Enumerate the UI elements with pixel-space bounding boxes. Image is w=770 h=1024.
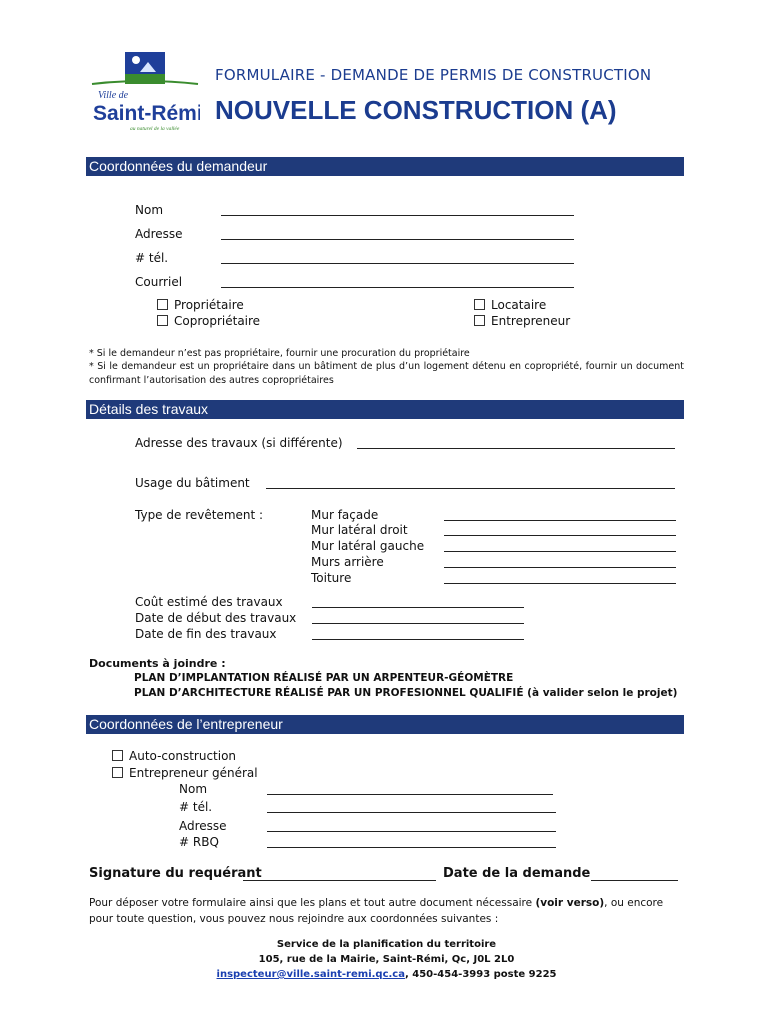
field-label-usage: Usage du bâtiment [135,476,250,490]
checkbox-coproprietaire[interactable] [157,314,260,328]
field-line-debut[interactable] [312,623,524,624]
document-architecture: PLAN D’ARCHITECTURE RÉALISÉ PAR UN PROFESIONNEL QUALIFIÉ (à valider selon le projet) [134,687,678,699]
checkbox-icon[interactable] [112,750,123,761]
field-line-toiture[interactable] [444,583,676,584]
field-line-ent-rbq[interactable] [267,847,556,848]
checkbox-label: Entrepreneur général [129,766,258,780]
checkbox-label: Copropriétaire [174,314,261,328]
field-label-ent-rbq: # RBQ [179,835,219,849]
form-subtitle: NOUVELLE CONSTRUCTION (A) [215,95,617,125]
date-line[interactable] [591,880,678,881]
field-line-facade[interactable] [444,520,676,521]
note-procuration: * Si le demandeur n’est pas propriétaire, fournir une procuration du propriétaire [89,348,470,359]
checkbox-label: Propriétaire [174,298,244,312]
wall-label-droit: Mur latéral droit [311,523,408,537]
field-label-debut: Date de début des travaux [135,611,297,625]
checkbox-label: Entrepreneur [491,314,571,328]
field-line-usage[interactable] [266,488,675,489]
field-line-tel[interactable] [221,263,574,264]
field-line-adresse[interactable] [221,239,574,240]
field-label-ent-nom: Nom [179,782,208,796]
checkbox-autoconstruction[interactable] [112,749,236,763]
checkbox-label: Auto-construction [129,749,237,763]
footer-intro-text: Pour déposer votre formulaire ainsi que les plans et tout autre document nécessaire [89,897,536,909]
footer-intro-text-end: , ou encore pour toute question, vous pouvez nous rejoindre aux coordonnées suivantes : [89,897,664,925]
saint-remi-logo [90,50,200,135]
checkbox-entrepreneur-general[interactable] [112,766,258,780]
section-contractor-header: Coordonnées de l’entrepreneur [86,715,684,734]
checkbox-entrepreneur[interactable] [474,314,570,328]
signature-line[interactable] [243,880,436,881]
footer-contact [89,969,684,980]
field-label-nom: Nom [135,203,164,217]
wall-label-toiture: Toiture [311,571,352,585]
checkbox-icon[interactable] [474,299,485,310]
svg-text:au naturel de la vallée: au naturel de la vallée [130,126,180,132]
field-label-fin: Date de fin des travaux [135,627,277,641]
checkbox-icon[interactable] [157,315,168,326]
footer-phone: , 450-454-3993 poste 9225 [404,969,557,980]
field-line-ent-tel[interactable] [267,812,556,813]
svg-text:Ville de: Ville de [98,90,129,101]
footer-intro-verso: (voir verso) [535,897,605,909]
field-line-arriere[interactable] [444,567,676,568]
field-label-revetement: Type de revêtement : [135,508,264,522]
field-line-droit[interactable] [444,535,676,536]
document-implantation: PLAN D’IMPLANTATION RÉALISÉ PAR UN ARPENTEUR-GÉOMÈTRE [134,672,514,684]
footer-intro [89,895,684,927]
field-label-adresse: Adresse [135,227,183,241]
field-line-work-address[interactable] [357,448,675,449]
footer-address: 105, rue de la Mairie, Saint-Rémi, Qc, J0L 2L0 [258,954,515,965]
field-line-nom[interactable] [221,215,574,216]
checkbox-icon[interactable] [112,767,123,778]
svg-text:Saint-Rémi: Saint-Rémi [93,102,200,125]
field-label-tel: # tél. [135,251,169,265]
checkbox-label: Locataire [491,298,547,312]
checkbox-icon[interactable] [157,299,168,310]
date-label: Date de la demande [443,866,591,881]
field-line-ent-nom[interactable] [267,794,553,795]
field-line-fin[interactable] [312,639,524,640]
field-label-work-address: Adresse des travaux (si différente) [135,436,343,450]
field-line-courriel[interactable] [221,287,574,288]
wall-label-facade: Mur façade [311,508,379,522]
field-label-ent-adresse: Adresse [179,819,227,833]
signature-label: Signature du requérant [89,866,262,881]
footer-service: Service de la planification du territoire [276,939,497,950]
field-label-ent-tel: # tél. [179,800,213,814]
section-work-header: Détails des travaux [86,400,684,419]
documents-title: Documents à joindre : [89,657,226,670]
form-title: FORMULAIRE - DEMANDE DE PERMIS DE CONSTRUCTION [215,66,652,84]
field-label-cout: Coût estimé des travaux [135,595,283,609]
field-label-courriel: Courriel [135,275,183,289]
section-applicant-header: Coordonnées du demandeur [86,157,684,176]
checkbox-proprietaire[interactable] [157,298,244,312]
wall-label-gauche: Mur latéral gauche [311,539,425,553]
field-line-ent-adresse[interactable] [267,831,556,832]
wall-label-arriere: Murs arrière [311,555,384,569]
note-copropriete: * Si le demandeur est un propriétaire dans un bâtiment de plus d’un logement détenu en copropriété, fournir un document confirmant l’autorisation des autres copropriétaires [89,361,684,386]
checkbox-icon[interactable] [474,315,485,326]
field-line-cout[interactable] [312,607,524,608]
checkbox-locataire[interactable] [474,298,546,312]
field-line-gauche[interactable] [444,551,676,552]
email-link[interactable]: inspecteur@ville.saint-remi.qc.ca [216,969,405,980]
